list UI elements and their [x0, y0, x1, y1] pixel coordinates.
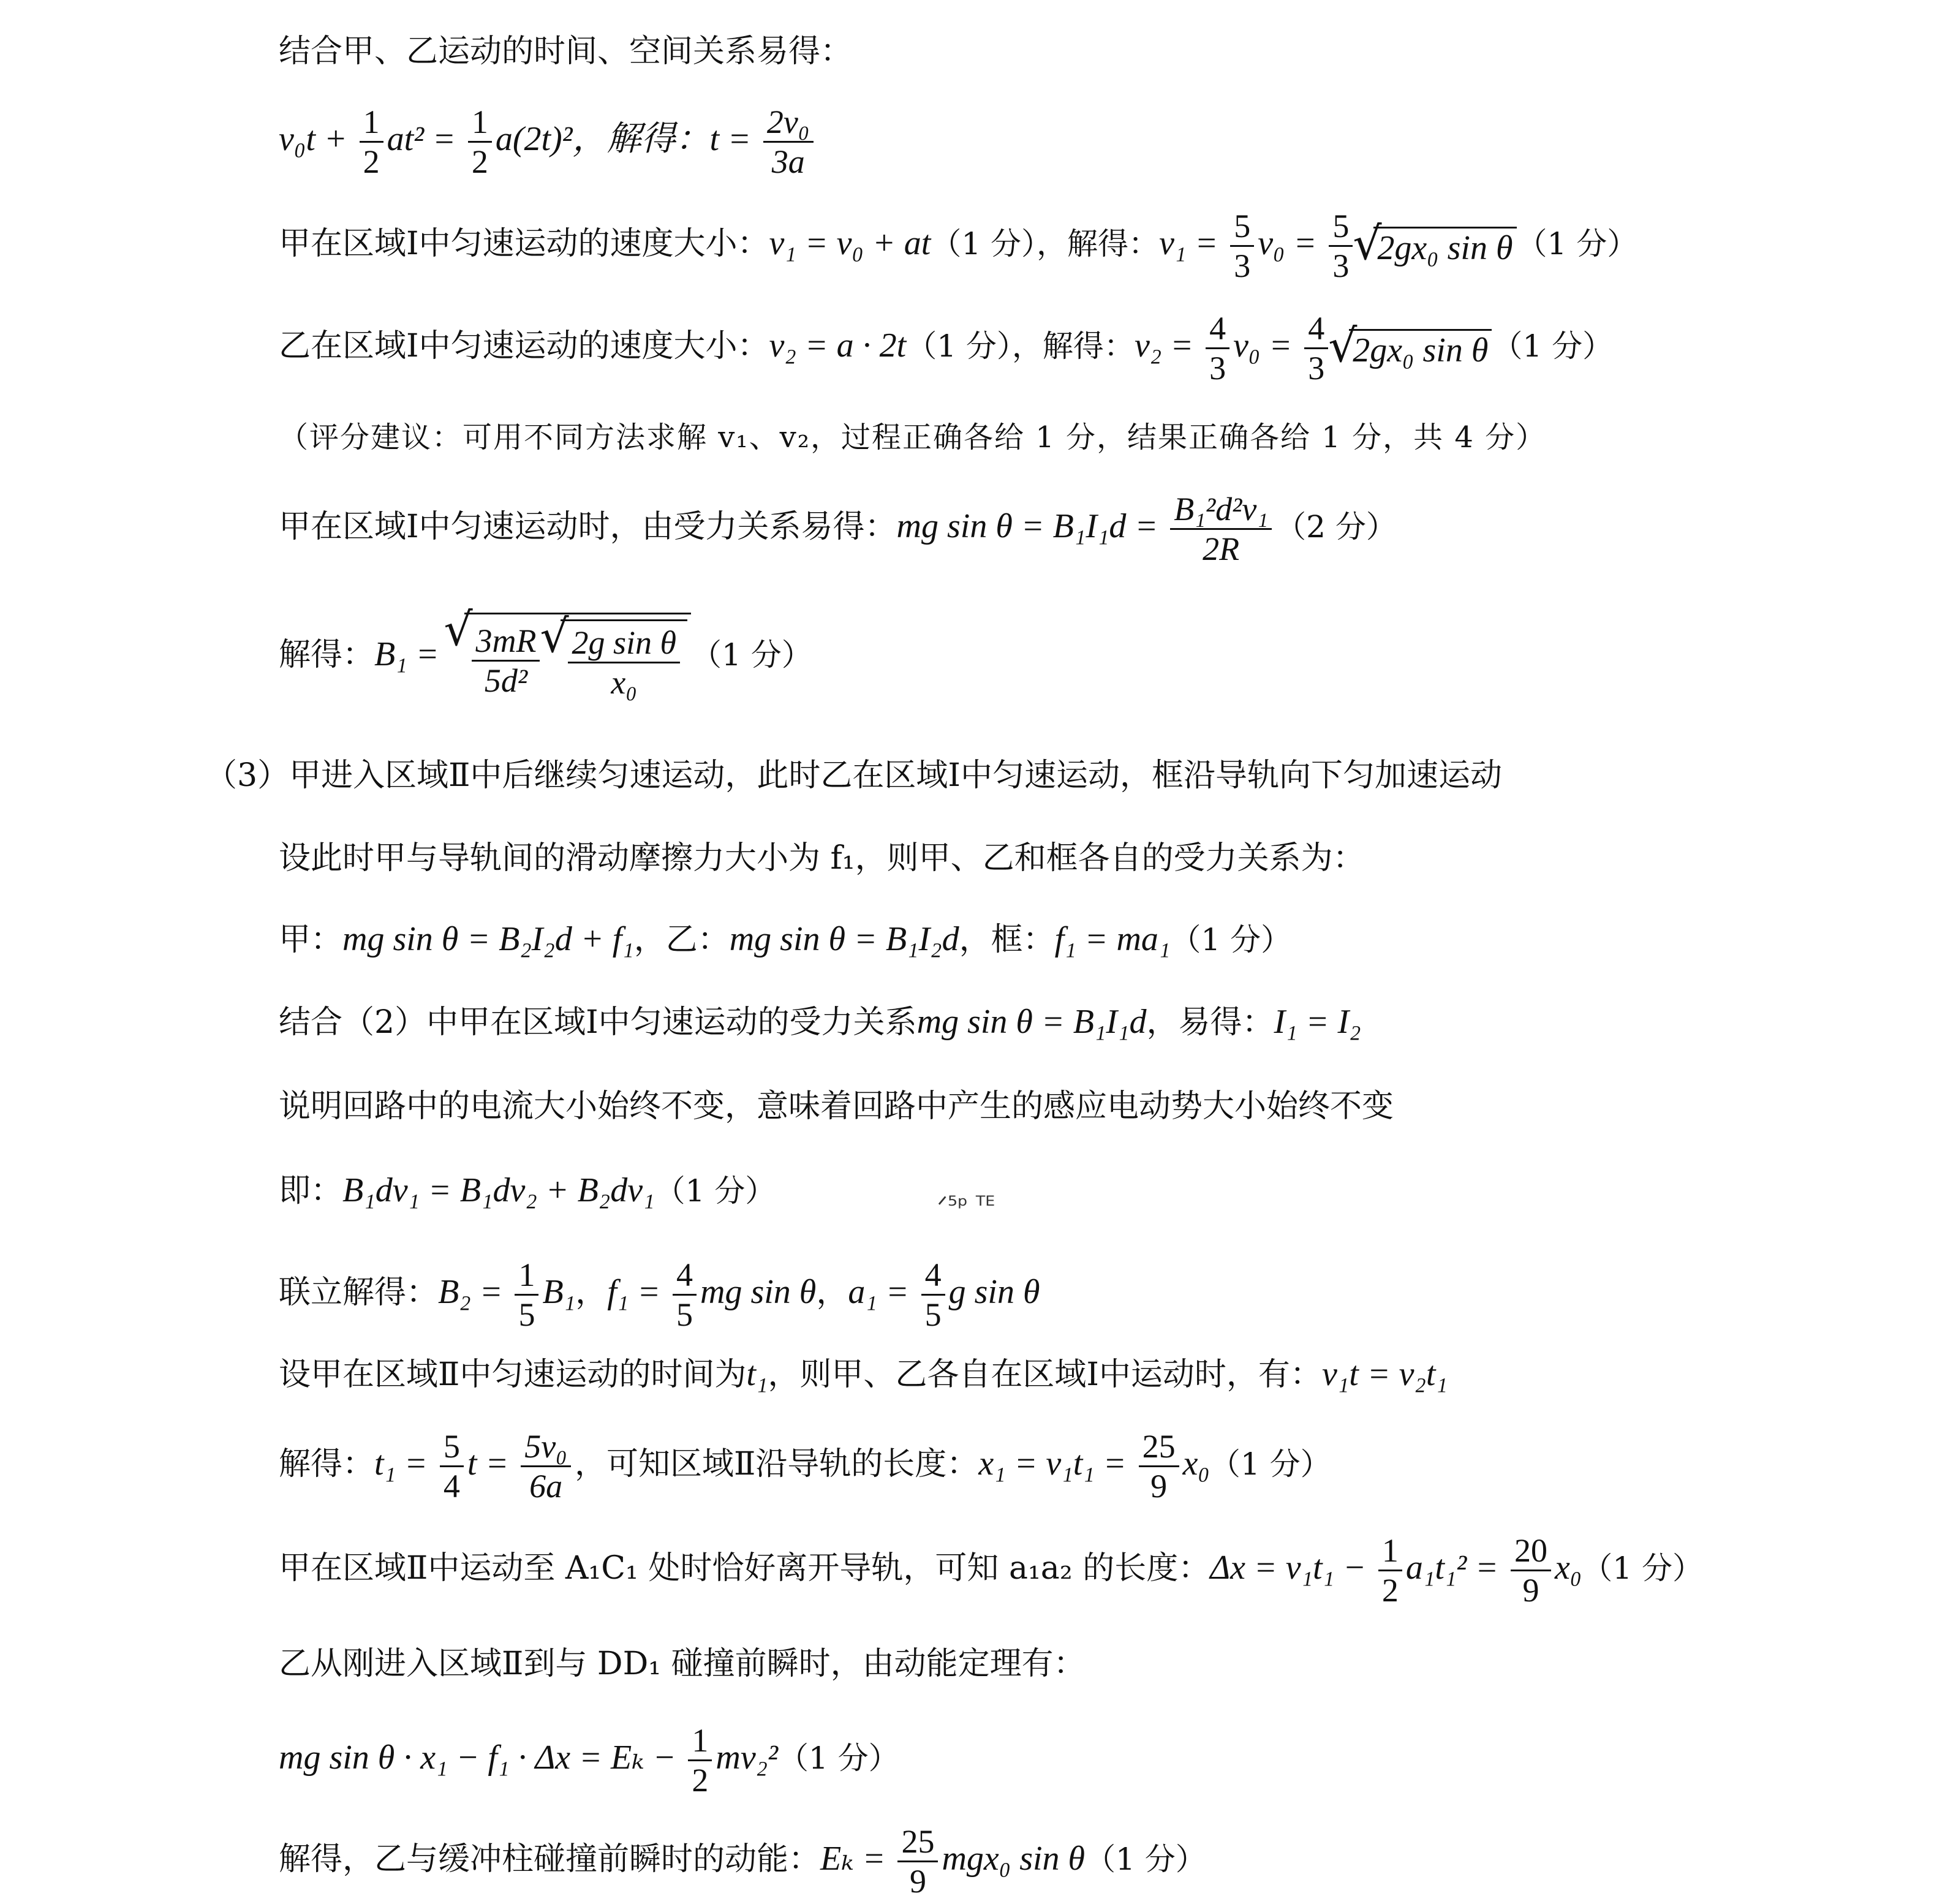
fraction: $\frac{\text{5v₀}}{6a}$	[521, 1427, 571, 1505]
fraction: $\frac{1}{2}$	[1378, 1532, 1402, 1609]
square-root: √ 2gx₀ sin θ	[1349, 329, 1492, 368]
fraction: $\frac{1}{2}$	[360, 103, 383, 181]
fraction: $\frac{5}{3}$	[1230, 207, 1254, 285]
equation-line-14: 联立解得：B₂ = $\frac{1}{5}$ B₁，f₁ = $\frac{4}{5}$ mg sin θ，a₁ = $\frac{4}{5}$ g sin θ	[279, 1256, 1040, 1334]
fraction: $\frac{20}{9}$	[1511, 1532, 1551, 1609]
text-line-9: 设此时甲与导轨间的滑动摩擦力大小为 f₁，则甲、乙和框各自的受力关系为：	[279, 840, 1365, 877]
equation-line-20: 解得，乙与缓冲柱碰撞前瞬时的动能：Eₖ = $\frac{25}{9}$ mgx₀ sin θ（1 分）	[279, 1823, 1206, 1900]
fraction: $\frac{4}{3}$	[1304, 309, 1328, 387]
equation-line-13: 即：B₁dv₁ = B₁dv₂ + B₂dv₁（1 分）	[279, 1171, 776, 1209]
fraction: $\frac{4}{5}$	[921, 1256, 945, 1334]
square-root: √ 2gx₀ sin θ	[1373, 227, 1516, 265]
fraction: $\frac{4}{5}$	[673, 1256, 697, 1334]
equation-line-3: 甲在区域Ⅰ中匀速运动的速度大小：v₁ = v₀ + at（1 分），解得：v₁ = $\frac{5}{3}$ v₀ = $\frac{5}{3}$ √ 2gx₀ sin θ （1 分）	[279, 207, 1637, 285]
text-line-1: 结合甲、乙运动的时间、空间关系易得：	[279, 33, 853, 70]
fraction: $\frac{\text{2v₀}}{3a}$	[763, 103, 814, 181]
square-root	[561, 619, 687, 701]
equation-line-6: 甲在区域Ⅰ中匀速运动时，由受力关系易得：mg sin θ = B₁I₁d = $\frac{\text{B₁²d²v₁}}{2R}$ （2 分）	[279, 491, 1397, 568]
grading-note: （评分建议：可用不同方法求解 v₁、v₂，过程正确各给 1 分，结果正确各给 1 分，共 4 分）	[279, 420, 1547, 455]
fraction: $\frac{25}{9}$	[897, 1823, 938, 1900]
section-3-heading: （3）甲进入区域Ⅱ中后继续匀速运动，此时乙在区域Ⅰ中匀速运动，框沿导轨向下匀加速运动	[205, 757, 1502, 794]
equation-line-2: v₀t + $\frac{1}{2}$ at² = $\frac{1}{2}$ a(2t)²，解得：t = $\frac{\text{2v₀}}{3a}$	[279, 103, 817, 181]
equation-line-10: 甲：mg sin θ = B₂I₂d + f₁，乙：mg sin θ = B₁I₂d，框：f₁ = ma₁（1 分）	[279, 920, 1292, 958]
fraction: $\frac{1}{5}$	[515, 1256, 538, 1334]
equation-line-11: 结合（2）中甲在区域Ⅰ中匀速运动的受力关系mg sin θ = B₁I₁d，易得：I₁ = I₂	[279, 1003, 1361, 1041]
square-root	[464, 613, 691, 701]
fraction: $\frac{\text{B₁²d²v₁}}{2R}$	[1170, 490, 1272, 568]
equation-line-15: 设甲在区域Ⅱ中匀速运动的时间为t₁，则甲、乙各自在区域Ⅰ中运动时，有：v₁t = v₂t₁	[279, 1355, 1448, 1393]
equation-line-16: 解得：t₁ = $\frac{5}{4}$ t = $\frac{\text{5v₀}}{6a}$ ，可知区域Ⅱ沿导轨的长度：x₁ = v₁t₁ = $\frac{25}{9}$ x₀（1 分）	[279, 1428, 1331, 1505]
fraction: √ $\frac{3mR}{\text{5d²}}$	[472, 622, 540, 700]
text-line-12: 说明回路中的电流大小始终不变，意味着回路中产生的感应电动势大小始终不变	[279, 1088, 1394, 1125]
equation-line-17: 甲在区域Ⅱ中运动至 A₁C₁ 处时恰好离开导轨，可知 a₁a₂ 的长度：Δx = v₁t₁ − $\frac{1}{2}$ a₁t₁² = $\frac{20}{9}$ x₀（1 分）	[279, 1532, 1703, 1609]
equation-line-19: mg sin θ · x₁ − f₁ · Δx = Eₖ − $\frac{1}{2}$ mv₂²（1 分）	[279, 1722, 899, 1799]
fraction: $\frac{5}{3}$	[1329, 207, 1353, 285]
fraction: $\frac{25}{9}$	[1139, 1427, 1179, 1505]
fraction: √ $\frac{\text{2g sin θ}}{\text{x₀}}$	[568, 624, 680, 701]
scan-smudge: ᐟ⁵ᵖ ᵀᴱ	[937, 1192, 995, 1220]
equation-line-4: 乙在区域Ⅰ中匀速运动的速度大小：v₂ = a · 2t（1 分），解得：v₂ = $\frac{4}{3}$ v₀ = $\frac{4}{3}$ √ 2gx₀ sin θ （1 分）	[279, 309, 1613, 387]
fraction: $\frac{4}{3}$	[1206, 309, 1229, 387]
fraction: $\frac{1}{2}$	[688, 1721, 712, 1799]
fraction: $\frac{1}{2}$	[468, 103, 492, 181]
text-line-18: 乙从刚进入区域Ⅱ到与 DD₁ 碰撞前瞬时，由动能定理有：	[279, 1645, 1086, 1682]
fraction: $\frac{5}{4}$	[440, 1427, 464, 1505]
equation-line-7: 解得：B₁ = √ $\frac{3mR}{\text{5d²}}$ √ $\frac{\text{2g sin θ}}{\text{x₀}}$ （1 分）	[279, 613, 812, 701]
